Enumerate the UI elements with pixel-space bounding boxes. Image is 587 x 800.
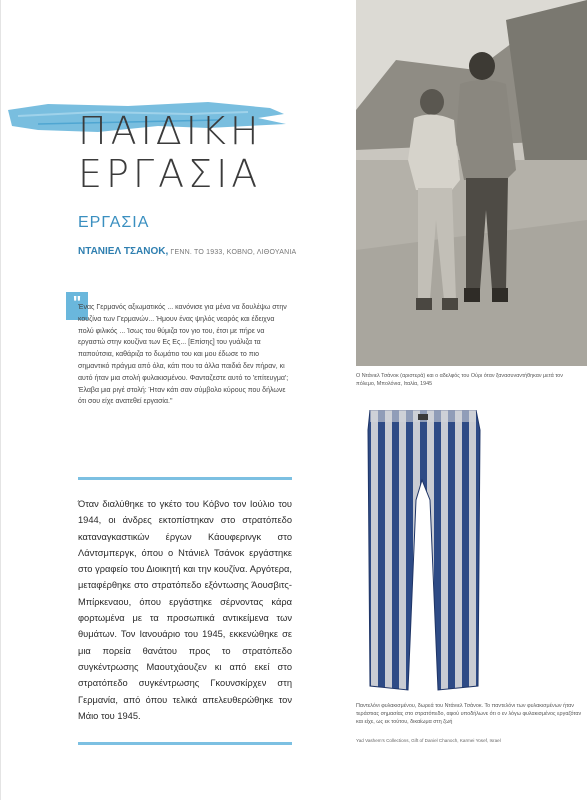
title-line-1: ΠΑΙΔΙΚΗ bbox=[78, 109, 263, 153]
testimony-quote: Ένας Γερμανός αξιωματικός ... κανόνισε για μένα να δουλέψω στην κουζίνα των Γερμανών... Ήμουν ένας ψηλός νεαρός και έδειχνα πολύ φιλικός ... Ίσως του θύμιζα τον γιο του, έτσι με πήρε να εργαστώ στην κουζίνα των Ες Ες... [Επίσης] του γυάλιζα τα παπούτσια, καθάριζα το δωμάτιο του και μου έδωσε το πιο σημαντικό πράγμα από όλα, κάτι που τα άλλα παιδιά δεν πήραν, κι αυτό ήταν μια στολή φυλακισμένου. Φανταζεστε αυτό το 'επίτευγμα'; Έλαβα μια ριγέ στολή: Ήταν κάτι σαν σύμβολο κύρους που δήλωνε ότι σου είχε ανατεθεί εργασία." bbox=[78, 304, 289, 406]
historical-photo bbox=[356, 0, 587, 366]
quote-mark-icon: " bbox=[66, 292, 88, 320]
section-label: ΕΡΓΑΣΙΑ bbox=[78, 214, 150, 231]
body-paragraph: Όταν διαλύθηκε το γκέτο του Κόβνο τον Ιούλιο του 1944, οι άνδρες εκτοπίστηκαν στο στρατόπεδο καταναγκαστικών έργων Κάουφερινγκ στο Λάντσμπεργκ, όπου ο Ντάνιελ Τσάνοκ εργάστηκε στο γραφείο του Διοικητή και την κουζίνα. Αργότερα, μεταφέρθηκε στο στρατόπεδο εξόντωσης Άουσβιτς-Μπίρκεναου, όπου εργάστηκε σέρνοντας κάρα φορτωμένα με τα προσωπικά αντικείμενα των θυμάτων. Τον Ιανουάριο του 1945, εκκενώθηκε σε μια πορεία θανάτου προς το στρατόπεδο συγκέντρωσης Μαουτχάουζεν κι από εκεί στο στρατόπεδο συγκέντρωσης Γκουνσκίρχεν στη Γερμανία, από όπου τελικά απελευθερώθηκε τον Μάιο του 1945. bbox=[78, 499, 292, 721]
person-meta: ΓΕΝΝ. ΤΟ 1933, ΚΟΒΝΟ, ΛΙΘΟΥΑΝΙΑ bbox=[168, 249, 297, 256]
title-line-2: ΕΡΓΑΣΙΑ bbox=[78, 151, 262, 196]
trousers-caption: Παντελόνι φυλακισμένου, δωρεά του Ντάνιελ Τσάνοκ. Το παντελόνι των φυλακισμένων ήταν τεράστιας σημασίας στο στρατόπεδο, αφού υποδήλωνε ότι ο εν λόγω φυλακισμένος εργαζόταν και είχε, ως εκ τούτου, δικαίωμα στη ζωή bbox=[356, 703, 582, 725]
page-title bbox=[78, 110, 262, 195]
photo-caption: Ο Ντάνιελ Τσάνοκ (αριστερά) και ο αδελφός του Ούρι όταν ξανασυναντήθηκαν μετά τον πόλεμο, Μπολόνια, Ιταλία, 1945 bbox=[356, 373, 563, 387]
divider-top bbox=[78, 477, 292, 480]
prisoner-trousers-image bbox=[364, 410, 482, 692]
byline bbox=[78, 246, 296, 257]
divider-bottom bbox=[78, 742, 292, 745]
person-name: ΝΤΑΝΙΕΛ ΤΣΑΝΟΚ, bbox=[78, 246, 169, 257]
trousers-credit: Yad Vashem's Collections, Gift of Daniel Chanoch, Karmei Yosef, Israel bbox=[356, 738, 501, 743]
